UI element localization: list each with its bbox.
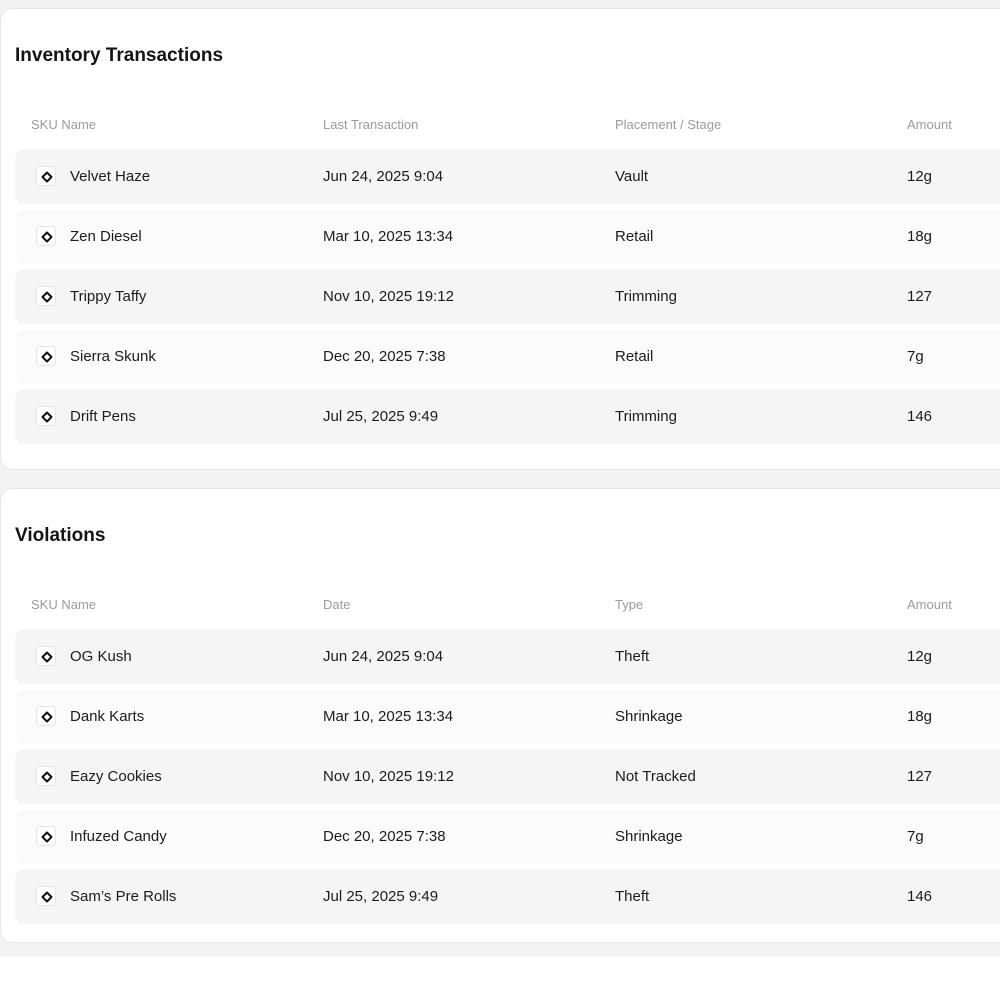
col-header-last-transaction[interactable]: Last Transaction [323,117,419,132]
violations-title: Violations [15,525,106,546]
col-header-date[interactable]: Date [323,597,351,612]
sku-name: Velvet Haze [70,168,151,185]
diamond-outline-icon [36,406,56,426]
violation-date: Nov 10, 2025 19:12 [323,768,454,785]
table-row[interactable] [15,209,1000,264]
table-row[interactable] [15,689,1000,744]
inventory-transactions-title: Inventory Transactions [15,45,224,66]
sku-name: Infuzed Candy [70,828,167,845]
violation-date: Mar 10, 2025 13:34 [323,708,454,725]
last-transaction: Nov 10, 2025 19:12 [323,288,454,305]
table-row[interactable] [15,269,1000,324]
sku-name: OG Kush [70,648,132,665]
table-row[interactable] [15,869,1000,924]
violations-table-body [15,629,1000,929]
violations-card [0,488,1000,943]
violation-type: Not Tracked [615,768,696,785]
last-transaction: Dec 20, 2025 7:38 [323,348,446,365]
placement-stage: Vault [615,168,649,185]
bottom-area [0,957,1000,1000]
violation-type: Shrinkage [615,708,683,725]
table-row[interactable] [15,149,1000,204]
sku-name: Dank Karts [70,708,145,725]
diamond-outline-icon [36,826,56,846]
last-transaction: Mar 10, 2025 13:34 [323,228,454,245]
table-row[interactable] [15,809,1000,864]
col-header-sku-name[interactable]: SKU Name [31,597,97,612]
placement-stage: Retail [615,228,654,245]
sku-name: Zen Diesel [70,228,142,245]
diamond-outline-icon [36,646,56,666]
table-row[interactable] [15,749,1000,804]
diamond-outline-icon [36,166,56,186]
sku-name: Sam’s Pre Rolls [70,888,177,905]
amount: 12g [907,168,933,185]
col-header-amount[interactable]: Amount [907,597,952,612]
col-header-placement-stage[interactable]: Placement / Stage [615,117,722,132]
last-transaction: Jun 24, 2025 9:04 [323,168,444,185]
diamond-outline-icon [36,286,56,306]
placement-stage: Trimming [615,408,677,425]
inventory-table-body [15,149,1000,449]
violation-date: Dec 20, 2025 7:38 [323,828,446,845]
amount: 18g [907,228,933,245]
col-header-sku-name[interactable]: SKU Name [31,117,97,132]
placement-stage: Retail [615,348,654,365]
diamond-outline-icon [36,226,56,246]
diamond-outline-icon [36,766,56,786]
sku-name: Drift Pens [70,408,136,425]
amount: 146 [907,888,933,905]
table-row[interactable] [15,329,1000,384]
sku-name: Eazy Cookies [70,768,162,785]
top-strip [0,0,1000,8]
placement-stage: Trimming [615,288,677,305]
last-transaction: Jul 25, 2025 9:49 [323,408,439,425]
inventory-transactions-card [0,8,1000,470]
diamond-outline-icon [36,346,56,366]
col-header-type[interactable]: Type [615,597,644,612]
diamond-outline-icon [36,706,56,726]
sku-name: Sierra Skunk [70,348,156,365]
amount: 7g [907,348,924,365]
amount: 127 [907,288,933,305]
sku-name: Trippy Taffy [70,288,147,305]
amount: 146 [907,408,933,425]
amount: 7g [907,828,924,845]
violation-date: Jun 24, 2025 9:04 [323,648,444,665]
table-row[interactable] [15,389,1000,444]
table-row[interactable] [15,629,1000,684]
amount: 12g [907,648,933,665]
amount: 18g [907,708,933,725]
diamond-outline-icon [36,886,56,906]
amount: 127 [907,768,933,785]
violation-type: Shrinkage [615,828,683,845]
col-header-amount[interactable]: Amount [907,117,952,132]
violation-date: Jul 25, 2025 9:49 [323,888,439,905]
violation-type: Theft [615,888,650,905]
violation-type: Theft [615,648,650,665]
